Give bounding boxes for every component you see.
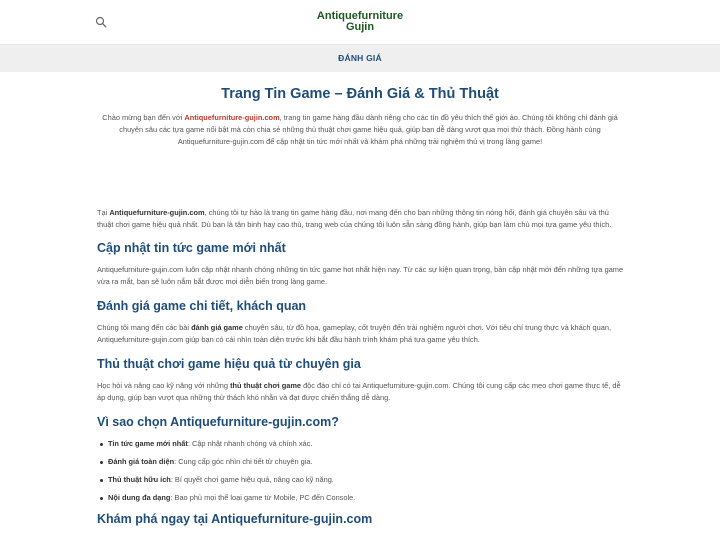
list-item bbox=[97, 457, 625, 467]
logo-line-1: Antiquefurniture bbox=[316, 10, 404, 22]
hero-intro bbox=[95, 112, 625, 148]
hero-section bbox=[95, 86, 625, 148]
nav-item-danh-gia[interactable]: ĐÁNH GIÁ bbox=[338, 53, 382, 63]
hero-intro-end: , trang tin game hàng đầu dành riêng cho các tín đồ yêu thích thế giới ảo. Chúng tôi không chỉ đánh giá chuyên sâu các tựa game nổi bật mà còn chia sẻ những thủ thuật chơi game hiệu quả, giúp bạn dễ dàng vượt qua mọi thử thách. Đồng hành cùng Antiquefurniture-gujin.com để cập nhật tin tức mới nhất và khám phá những trải nghiệm thú vị trong làng game! bbox=[119, 113, 618, 146]
list-item-text: : Cung cấp góc nhìn chi tiết từ chuyên gia. bbox=[174, 457, 313, 466]
article-intro bbox=[97, 207, 625, 230]
hero-brand-link[interactable]: Antiquefurniture-gujin.com bbox=[184, 113, 280, 122]
section-heading-explore: Khám phá ngay tại Antiquefurniture-gujin.com bbox=[97, 512, 373, 526]
section-heading-why: Vì sao chọn Antiquefurniture-gujin.com? bbox=[97, 415, 339, 429]
reviews-text-start: Chúng tôi mang đến các bài bbox=[97, 323, 192, 332]
article-intro-rest: , chúng tôi tự hào là trang tin game hàng đầu, nơi mang đến cho bạn những thông tin nóng hổi, đánh giá chuyên sâu và thủ thuật chơi game hiệu quả nhất. Dù bạn là tân binh hay cao thủ, trang web của chúng tôi luôn sẵn sàng đồng hành, giúp bạn làm chủ mọi tựa game yêu thích. bbox=[97, 208, 612, 229]
tips-text-end: độc đáo chỉ có tại Antiquefurniture-gujin.com. Chúng tôi cung cấp các mẹo chơi game thực tế, dễ áp dụng, giúp bạn vượt qua những thử thách khó nhằn và đạt được chiến thắng dễ dàng. bbox=[97, 381, 621, 402]
list-item-text: : Bí quyết chơi game hiệu quả, nâng cao kỹ năng. bbox=[170, 475, 334, 484]
list-item bbox=[97, 475, 625, 485]
features-list bbox=[97, 439, 625, 503]
list-item-text: : Bao phủ mọi thể loại game từ Mobile, PC đến Console. bbox=[170, 493, 356, 502]
list-item-bold: Thủ thuật hữu ích bbox=[108, 475, 171, 484]
tips-text-start: Học hỏi và nâng cao kỹ năng với những bbox=[97, 381, 231, 390]
section-text-tips bbox=[97, 380, 625, 403]
list-item-text: : Cập nhật nhanh chóng và chính xác. bbox=[187, 439, 313, 448]
search-icon[interactable] bbox=[95, 16, 107, 28]
list-item-bold: Đánh giá toàn diện bbox=[108, 457, 175, 466]
section-text-reviews bbox=[97, 322, 625, 345]
reviews-text-bold: đánh giá game bbox=[191, 323, 243, 332]
article-body bbox=[97, 207, 625, 526]
list-item-bold: Nội dung đa dạng bbox=[108, 493, 171, 502]
hero-intro-start: Chào mừng bạn đến với bbox=[102, 113, 185, 122]
section-text-news: Antiquefurniture-gujin.com luôn cập nhật nhanh chóng những tin tức game hot nhất hiện nay. Từ các sự kiện quan trọng, bản cập nhật mới đến những tựa game vừa ra mắt, bạn sẽ luôn nắm bắt được mọi diễn biến trong làng game. bbox=[97, 265, 624, 286]
section-heading-news: Cập nhật tin tức game mới nhất bbox=[97, 241, 286, 255]
page-title: Trang Tin Game – Đánh Giá & Thủ Thuật bbox=[221, 86, 499, 102]
site-header bbox=[0, 0, 720, 45]
reviews-text-end: chuyên sâu, từ đồ họa, gameplay, cốt truyện đến trải nghiệm người chơi. Với tiêu chí trung thực và khách quan, Antiquefurniture-gujin.com giúp bạn có cái nhìn toàn diện trước khi bắt đầu hành trình khám phá tựa game yêu thích. bbox=[97, 323, 612, 344]
section-heading-tips: Thủ thuật chơi game hiệu quả từ chuyên gia bbox=[97, 357, 361, 371]
list-item bbox=[97, 439, 625, 449]
logo-line-2: Gujin bbox=[345, 21, 375, 33]
article-intro-brand: Antiquefurniture-gujin.com bbox=[109, 208, 205, 217]
tips-text-bold: thủ thuật chơi game bbox=[230, 381, 302, 390]
main-nav bbox=[0, 45, 720, 72]
site-logo[interactable] bbox=[300, 11, 420, 33]
list-item-bold: Tin tức game mới nhất bbox=[108, 439, 188, 448]
section-heading-reviews: Đánh giá game chi tiết, khách quan bbox=[97, 299, 307, 313]
article-intro-prefix: Tại bbox=[97, 208, 110, 217]
list-item bbox=[97, 493, 625, 503]
